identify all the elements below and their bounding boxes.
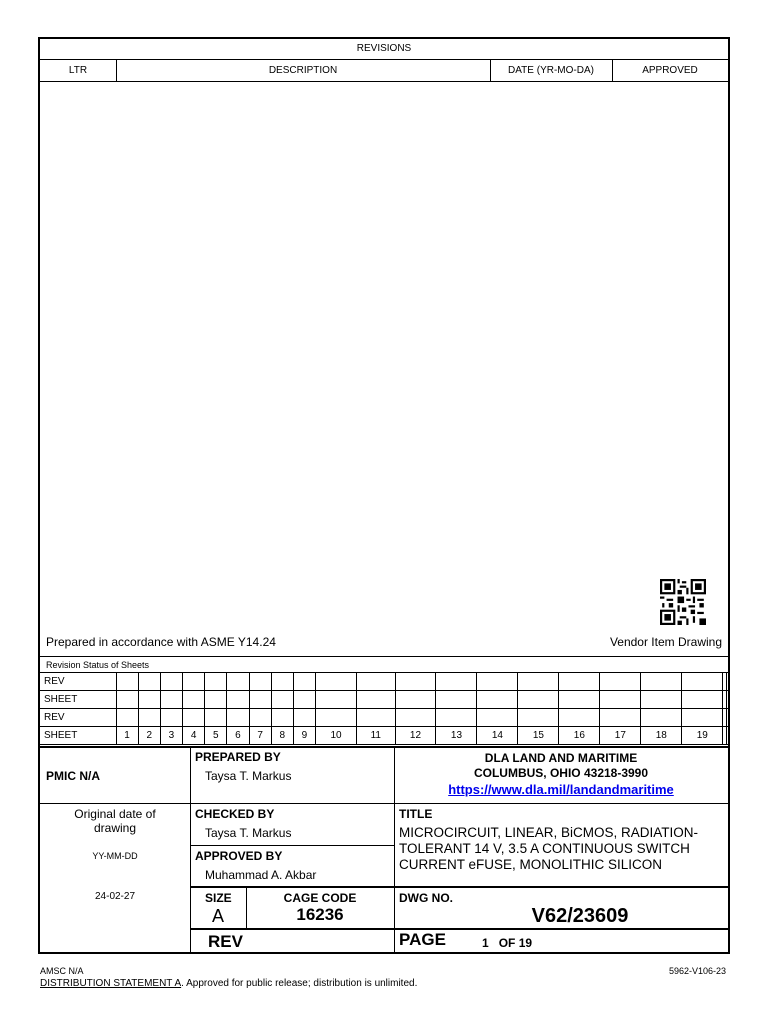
vendor-note: Vendor Item Drawing — [609, 635, 722, 649]
dwg-no-value: V62/23609 — [531, 905, 629, 927]
status-label: SHEET — [40, 727, 116, 745]
sheet-number-cell: 8 — [271, 727, 293, 745]
status-row-sheet-2 — [40, 727, 728, 745]
amsc-note: AMSC N/A — [40, 966, 84, 976]
sheet-number-cell: 17 — [600, 727, 641, 745]
sheet-number-cell: 1 — [116, 727, 138, 745]
revisions-col-ltr: LTR — [68, 65, 88, 76]
revisions-title: REVISIONS — [356, 43, 412, 54]
checked-by-label: CHECKED BY — [195, 807, 275, 821]
sheet-number-cell: 6 — [227, 727, 249, 745]
sheet-number-cell: 13 — [436, 727, 477, 745]
sheet-number-cell: 7 — [249, 727, 271, 745]
revisions-col-description: DESCRIPTION — [268, 65, 338, 76]
approved-by: Muhammad A. Akbar — [205, 868, 317, 882]
page-num: 1 — [482, 936, 489, 950]
revision-status-table — [40, 672, 728, 745]
form-number: 5962-V106-23 — [668, 966, 726, 976]
org-name: DLA LAND AND MARITIME — [484, 751, 638, 765]
sheet-number-cell: 12 — [395, 727, 436, 745]
page-number — [482, 936, 532, 950]
sheet-number-cell: 3 — [160, 727, 182, 745]
org-address: COLUMBUS, OHIO 43218-3990 — [473, 766, 649, 780]
size-label: SIZE — [205, 891, 232, 905]
page-of: OF — [498, 936, 516, 950]
checked-by: Taysa T. Markus — [205, 826, 292, 840]
revisions-col-date: DATE (YR-MO-DA) — [508, 65, 594, 76]
approved-by-label: APPROVED BY — [195, 849, 283, 863]
sheet-number-cell: 15 — [518, 727, 559, 745]
drawing-sheet — [38, 37, 730, 954]
sheet-number-cell: 18 — [641, 727, 682, 745]
sheet-number-cell: 10 — [316, 727, 357, 745]
status-title: Revision Status of Sheets — [46, 660, 150, 670]
sheet-number-cell: 4 — [183, 727, 205, 745]
qr-code-icon — [660, 579, 706, 625]
distribution-statement-label: DISTRIBUTION STATEMENT A — [40, 978, 182, 989]
cage-code-label: CAGE CODE — [283, 891, 357, 905]
cage-code-value: 16236 — [296, 905, 344, 924]
title-label: TITLE — [399, 807, 433, 821]
sheet-number-cell: 16 — [559, 727, 600, 745]
rev-label: REV — [208, 932, 243, 951]
page-label: PAGE — [399, 930, 446, 949]
sheet-number-cell: 11 — [357, 727, 395, 745]
revisions-col-approved: APPROVED — [642, 65, 698, 76]
prepared-note: Prepared in accordance with ASME Y14.24 — [46, 635, 276, 649]
page-total: 19 — [518, 936, 533, 950]
distribution-statement-text: . Approved for public release; distribution is unlimited. — [181, 978, 418, 989]
status-label: REV — [40, 709, 116, 727]
dwg-no-label: DWG NO. — [399, 891, 453, 905]
sheet-number-cell-empty — [726, 727, 728, 745]
original-date: 24-02-27 — [94, 891, 136, 902]
sheet-number-cell: 9 — [293, 727, 315, 745]
prepared-by-label: PREPARED BY — [195, 750, 281, 764]
status-label: SHEET — [40, 691, 116, 709]
sheet-number-cell: 5 — [205, 727, 227, 745]
drawing-title: MICROCIRCUIT, LINEAR, BiCMOS, RADIATION-TOLERANT 14 V, 3.5 A CONTINUOUS SWITCH CURRENT eFUSE, MONOLITHIC SILICON — [399, 825, 699, 872]
status-row-sheet-1 — [40, 691, 728, 709]
pmic-label: PMIC N/A — [46, 769, 100, 783]
org-link[interactable]: https://www.dla.mil/landandmaritime — [448, 782, 674, 797]
status-row-rev-1 — [40, 673, 728, 691]
sheet-number-cell: 19 — [682, 727, 723, 745]
original-date-label: Original date of drawing — [74, 807, 156, 835]
sheet-number-cell: 14 — [477, 727, 518, 745]
distribution-statement — [40, 978, 417, 989]
prepared-by: Taysa T. Markus — [205, 769, 292, 783]
status-label: REV — [40, 673, 116, 691]
size-value: A — [211, 906, 224, 926]
status-row-rev-2 — [40, 709, 728, 727]
sheet-number-cell: 2 — [138, 727, 160, 745]
date-format: YY-MM-DD — [92, 851, 138, 861]
